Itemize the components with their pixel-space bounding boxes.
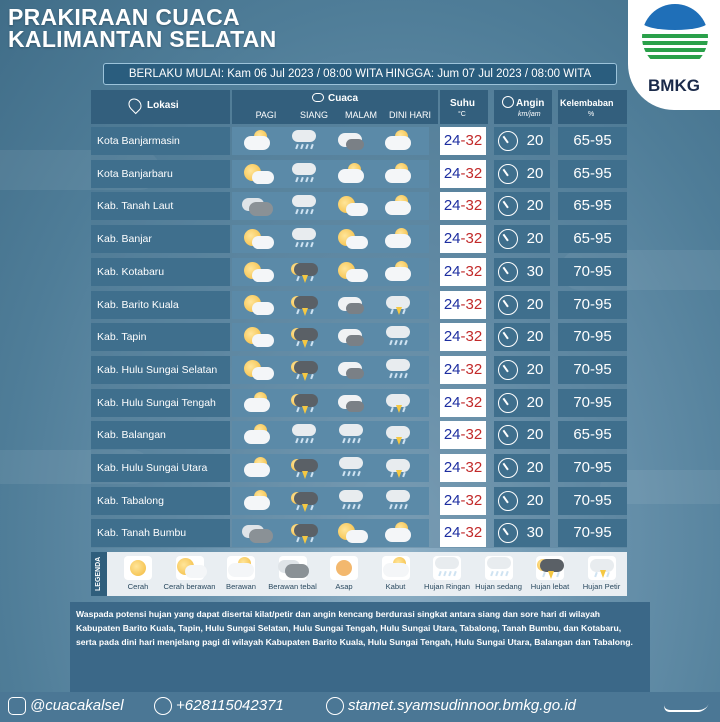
sun-icon xyxy=(336,560,352,576)
row-humidity: 70-95 xyxy=(558,487,627,515)
wind-direction-icon xyxy=(498,229,518,249)
thunder-icon xyxy=(287,490,321,512)
row-temperature xyxy=(440,356,486,384)
temp-min: 24 xyxy=(443,197,461,215)
row-humidity: 65-95 xyxy=(558,160,627,188)
temp-max: 32 xyxy=(465,524,483,542)
row-wind xyxy=(494,127,550,155)
temp-dash: - xyxy=(460,426,466,444)
temp-dash: - xyxy=(460,360,466,378)
header-lokasi-label: Lokasi xyxy=(147,100,179,111)
header-angin xyxy=(494,90,552,124)
row-weather-icons xyxy=(232,487,429,515)
temp-dash: - xyxy=(460,295,466,313)
legend-label: Hujan Ringan xyxy=(423,582,470,591)
wind-speed: 20 xyxy=(526,197,544,215)
row-wind xyxy=(494,225,550,253)
temp-max: 32 xyxy=(465,295,483,313)
row-location: Kab. Hulu Sungai Selatan xyxy=(91,356,230,384)
sun-cloud-icon xyxy=(334,261,368,283)
bmkg-logo-text: BMKG xyxy=(648,76,700,95)
rain-light-icon xyxy=(430,557,464,579)
cloudy-dark-icon xyxy=(334,294,368,316)
header-suhu xyxy=(440,90,488,124)
row-weather-icons xyxy=(232,323,429,351)
validity-banner: BERLAKU MULAI: Kam 06 Jul 2023 / 08:00 WITA HINGGA: Jum 07 Jul 2023 / 08:00 WITA xyxy=(103,63,617,85)
row-weather-icons xyxy=(232,356,429,384)
thunder-icon xyxy=(533,557,567,579)
sun-cloud-icon xyxy=(240,228,274,250)
cloudy-sun-icon xyxy=(240,392,274,414)
overcast-icon xyxy=(240,522,274,544)
row-weather-icons xyxy=(232,225,429,253)
temp-dash: - xyxy=(460,230,466,248)
row-weather-icons xyxy=(232,192,429,220)
cloudy-sun-icon xyxy=(240,130,274,152)
cloudy-sun-icon xyxy=(381,522,415,544)
cloudy-sun-icon xyxy=(381,163,415,185)
header-angin-unit: km/jam xyxy=(518,111,541,118)
header-suhu-unit: °C xyxy=(458,111,466,118)
footer-whatsapp[interactable]: +628115042371 xyxy=(176,697,284,714)
temp-max: 32 xyxy=(465,459,483,476)
row-wind xyxy=(494,192,550,220)
legend-label: Berawan tebal xyxy=(268,582,317,591)
row-location: Kab. Balangan xyxy=(91,421,230,449)
wind-speed: 20 xyxy=(526,491,544,509)
globe-icon xyxy=(326,697,344,715)
temp-min: 24 xyxy=(443,426,461,444)
temp-dash: - xyxy=(460,132,466,149)
legend-icon-box xyxy=(382,556,410,580)
temp-min: 24 xyxy=(443,132,461,149)
row-wind xyxy=(494,356,550,384)
temp-dash: - xyxy=(460,262,466,280)
row-temperature xyxy=(440,225,486,253)
thunder-sun-icon xyxy=(381,392,415,414)
wind-speed: 20 xyxy=(526,132,544,149)
legend-item xyxy=(575,554,629,596)
legend-tag: LEGENDA xyxy=(91,552,107,596)
rain-light-icon xyxy=(381,490,415,512)
cloudy-sun-icon xyxy=(224,557,258,579)
wind-speed: 20 xyxy=(526,230,544,248)
time-siang: SIANG xyxy=(299,110,328,120)
row-temperature xyxy=(440,421,486,449)
row-wind xyxy=(494,421,550,449)
wind-direction-icon xyxy=(498,458,518,478)
row-wind xyxy=(494,487,550,515)
cloudy-sun-icon xyxy=(240,490,274,512)
temp-min: 24 xyxy=(443,295,461,313)
temp-max: 32 xyxy=(465,328,483,346)
temp-max: 32 xyxy=(465,393,483,411)
wind-direction-icon xyxy=(498,491,518,511)
header-kelembaban-label: Kelembaban xyxy=(560,98,614,108)
thunder-sun-icon xyxy=(381,294,415,316)
whatsapp-icon xyxy=(154,697,172,715)
temp-dash: - xyxy=(460,197,466,215)
wind-direction-icon xyxy=(498,262,518,282)
location-pin-icon xyxy=(126,96,144,114)
row-weather-icons xyxy=(232,127,429,155)
temp-min: 24 xyxy=(443,262,461,280)
temp-max: 32 xyxy=(465,132,483,149)
row-temperature xyxy=(440,454,486,482)
row-wind xyxy=(494,160,550,188)
time-dini-hari: DINI HARI xyxy=(388,110,431,120)
row-humidity: 65-95 xyxy=(558,225,627,253)
sun-icon xyxy=(130,560,146,576)
cloudy-sun-icon xyxy=(381,261,415,283)
legend-icon-box xyxy=(433,556,461,580)
rain-light-icon xyxy=(334,457,368,479)
row-temperature xyxy=(440,160,486,188)
rain-light-icon xyxy=(287,163,321,185)
temp-max: 32 xyxy=(465,262,483,280)
row-humidity: 70-95 xyxy=(558,323,627,351)
sun-cloud-icon xyxy=(240,261,274,283)
row-humidity: 70-95 xyxy=(558,519,627,547)
row-humidity: 65-95 xyxy=(558,192,627,220)
legend-label: Kabut xyxy=(385,582,406,591)
signature xyxy=(662,700,710,712)
cloudy-dark-icon xyxy=(334,359,368,381)
temp-dash: - xyxy=(460,491,466,509)
sun-cloud-icon xyxy=(240,326,274,348)
row-humidity: 65-95 xyxy=(558,421,627,449)
row-temperature xyxy=(440,127,486,155)
row-temperature xyxy=(440,258,486,286)
thunder-icon xyxy=(287,457,321,479)
wind-direction-icon xyxy=(498,196,518,216)
rain-light-icon xyxy=(334,424,368,446)
row-humidity: 70-95 xyxy=(558,258,627,286)
legend-label: Hujan sedang xyxy=(475,582,522,591)
temp-dash: - xyxy=(460,164,466,182)
header-kelembaban xyxy=(558,90,627,124)
wind-speed: 30 xyxy=(526,524,544,542)
thunder-icon xyxy=(287,261,321,283)
row-wind xyxy=(494,258,550,286)
wind-direction-icon xyxy=(498,131,518,151)
cloudy-sun-icon xyxy=(240,457,274,479)
legend-icon-box xyxy=(330,556,358,580)
row-location: Kab. Hulu Sungai Utara xyxy=(91,454,230,482)
overcast-icon xyxy=(276,557,310,579)
wind-direction-icon xyxy=(498,164,518,184)
footer-website[interactable]: stamet.syamsudinnoor.bmkg.go.id xyxy=(348,697,576,714)
warning-text: Waspada potensi hujan yang dapat disertai kilat/petir dan angin kencang berdurasi singkat antara siang dan sore hari di wilayah Kabupaten Barito Kuala, Tapin, Hulu Sungai Selatan, Hulu Sungai Tengah, Hulu Sungai Utara, Tabalong, Tanah Bumbu, dan Kotabaru, serta pada dini hari menjelang pagi di wilayah Kabupaten Barito Kuala, Hulu Sungai Tengah, Hulu Sungai Utara, Balangan dan Tabalong. xyxy=(70,602,650,692)
wind-direction-icon xyxy=(498,327,518,347)
legend-icon-box xyxy=(536,556,564,580)
header-kelembaban-unit: % xyxy=(588,111,595,118)
thunder-icon xyxy=(287,359,321,381)
temp-max: 32 xyxy=(465,426,483,444)
row-humidity: 70-95 xyxy=(558,389,627,417)
legend-icon-box xyxy=(176,556,204,580)
row-wind xyxy=(494,323,550,351)
rain-light-icon xyxy=(287,130,321,152)
row-weather-icons xyxy=(232,291,429,319)
sun-cloud-icon xyxy=(240,163,274,185)
row-wind xyxy=(494,291,550,319)
legend-icon-box xyxy=(124,556,152,580)
cloudy-dark-icon xyxy=(334,392,368,414)
cloudy-dark-icon xyxy=(334,130,368,152)
row-weather-icons xyxy=(232,421,429,449)
thunder-icon xyxy=(287,522,321,544)
row-temperature xyxy=(440,389,486,417)
time-malam: MALAM xyxy=(344,110,377,120)
cloudy-sun-icon xyxy=(379,557,413,579)
row-location: Kab. Tabalong xyxy=(91,487,230,515)
cloudy-sun-icon xyxy=(381,195,415,217)
footer-instagram[interactable]: @cuacakalsel xyxy=(30,697,124,714)
thunder-sun-icon xyxy=(585,557,619,579)
header-angin-label: Angin xyxy=(516,98,545,109)
wind-speed: 20 xyxy=(526,164,544,182)
overcast-icon xyxy=(240,195,274,217)
temp-min: 24 xyxy=(443,459,461,476)
sun-cloud-icon xyxy=(240,294,274,316)
row-temperature xyxy=(440,291,486,319)
legend-label: Cerah xyxy=(127,582,149,591)
row-weather-icons xyxy=(232,258,429,286)
wind-speed: 20 xyxy=(526,360,544,378)
cloudy-dark-icon xyxy=(334,326,368,348)
row-location: Kab. Tanah Laut xyxy=(91,192,230,220)
cloudy-sun-icon xyxy=(240,424,274,446)
row-temperature xyxy=(440,519,486,547)
temp-min: 24 xyxy=(443,328,461,346)
thunder-sun-icon xyxy=(381,457,415,479)
instagram-icon xyxy=(8,697,26,715)
temp-max: 32 xyxy=(465,197,483,215)
row-temperature xyxy=(440,192,486,220)
rain-light-icon xyxy=(381,326,415,348)
legend xyxy=(91,552,627,596)
temp-max: 32 xyxy=(465,230,483,248)
row-humidity: 70-95 xyxy=(558,356,627,384)
sun-cloud-icon xyxy=(334,195,368,217)
weather-icon xyxy=(312,93,324,102)
rain-light-icon xyxy=(334,490,368,512)
row-location: Kab. Banjar xyxy=(91,225,230,253)
legend-icon-box xyxy=(227,556,255,580)
row-wind xyxy=(494,389,550,417)
legend-label: Asap xyxy=(335,582,353,591)
row-location: Kota Banjarbaru xyxy=(91,160,230,188)
temp-min: 24 xyxy=(443,164,461,182)
temp-dash: - xyxy=(460,524,466,542)
cloudy-sun-icon xyxy=(381,130,415,152)
rain-light-icon xyxy=(482,557,516,579)
wind-icon xyxy=(502,96,514,108)
row-weather-icons xyxy=(232,160,429,188)
header-lokasi xyxy=(91,90,230,124)
temp-max: 32 xyxy=(465,360,483,378)
row-humidity: 70-95 xyxy=(558,291,627,319)
title-line-2: KALIMANTAN SELATAN xyxy=(8,26,277,52)
sun-cloud-icon xyxy=(173,557,207,579)
wind-speed: 20 xyxy=(526,459,544,476)
thunder-icon xyxy=(287,392,321,414)
rain-light-icon xyxy=(287,228,321,250)
row-temperature xyxy=(440,323,486,351)
legend-label: Hujan lebat xyxy=(530,582,570,591)
rain-light-icon xyxy=(287,195,321,217)
wind-direction-icon xyxy=(498,425,518,445)
legend-icon-box xyxy=(588,556,616,580)
row-humidity: 65-95 xyxy=(558,127,627,155)
temp-dash: - xyxy=(460,328,466,346)
row-temperature xyxy=(440,487,486,515)
row-wind xyxy=(494,454,550,482)
temp-min: 24 xyxy=(443,230,461,248)
thunder-sun-icon xyxy=(381,424,415,446)
thunder-icon xyxy=(287,294,321,316)
temp-dash: - xyxy=(460,459,466,476)
wind-direction-icon xyxy=(498,523,518,543)
legend-label: Berawan xyxy=(226,582,256,591)
temp-min: 24 xyxy=(443,393,461,411)
row-location: Kab. Hulu Sungai Tengah xyxy=(91,389,230,417)
wind-direction-icon xyxy=(498,393,518,413)
cloudy-sun-icon xyxy=(381,228,415,250)
row-location: Kab. Tapin xyxy=(91,323,230,351)
temp-min: 24 xyxy=(443,491,461,509)
wind-speed: 20 xyxy=(526,328,544,346)
header-suhu-label: Suhu xyxy=(450,98,475,109)
row-location: Kota Banjarmasin xyxy=(91,127,230,155)
wind-direction-icon xyxy=(498,360,518,380)
sun-cloud-icon xyxy=(334,228,368,250)
row-wind xyxy=(494,519,550,547)
rain-light-icon xyxy=(381,359,415,381)
wind-speed: 20 xyxy=(526,426,544,444)
wind-speed: 20 xyxy=(526,295,544,313)
sun-cloud-icon xyxy=(334,522,368,544)
wind-speed: 20 xyxy=(526,393,544,411)
cloudy-sun-icon xyxy=(334,163,368,185)
rain-light-icon xyxy=(287,424,321,446)
bmkg-logo xyxy=(628,0,720,110)
row-location: Kab. Kotabaru xyxy=(91,258,230,286)
wind-speed: 30 xyxy=(526,262,544,280)
wind-direction-icon xyxy=(498,295,518,315)
row-location: Kab. Barito Kuala xyxy=(91,291,230,319)
legend-label: Hujan Petir xyxy=(582,582,621,591)
footer xyxy=(0,692,720,722)
temp-min: 24 xyxy=(443,524,461,542)
row-humidity: 70-95 xyxy=(558,454,627,482)
temp-min: 24 xyxy=(443,360,461,378)
legend-icon-box xyxy=(279,556,307,580)
legend-label: Cerah berawan xyxy=(163,582,216,591)
temp-max: 32 xyxy=(465,164,483,182)
row-weather-icons xyxy=(232,389,429,417)
temp-dash: - xyxy=(460,393,466,411)
thunder-icon xyxy=(287,326,321,348)
row-location: Kab. Tanah Bumbu xyxy=(91,519,230,547)
title-line-1: PRAKIRAAN CUACA xyxy=(8,4,240,30)
legend-icon-box xyxy=(485,556,513,580)
row-weather-icons xyxy=(232,454,429,482)
page-title xyxy=(8,6,277,50)
sun-cloud-icon xyxy=(240,359,274,381)
time-pagi: PAGI xyxy=(255,110,277,120)
header-cuaca-label: Cuaca xyxy=(328,93,359,104)
row-weather-icons xyxy=(232,519,429,547)
temp-max: 32 xyxy=(465,491,483,509)
bmkg-emblem-icon xyxy=(642,4,708,70)
